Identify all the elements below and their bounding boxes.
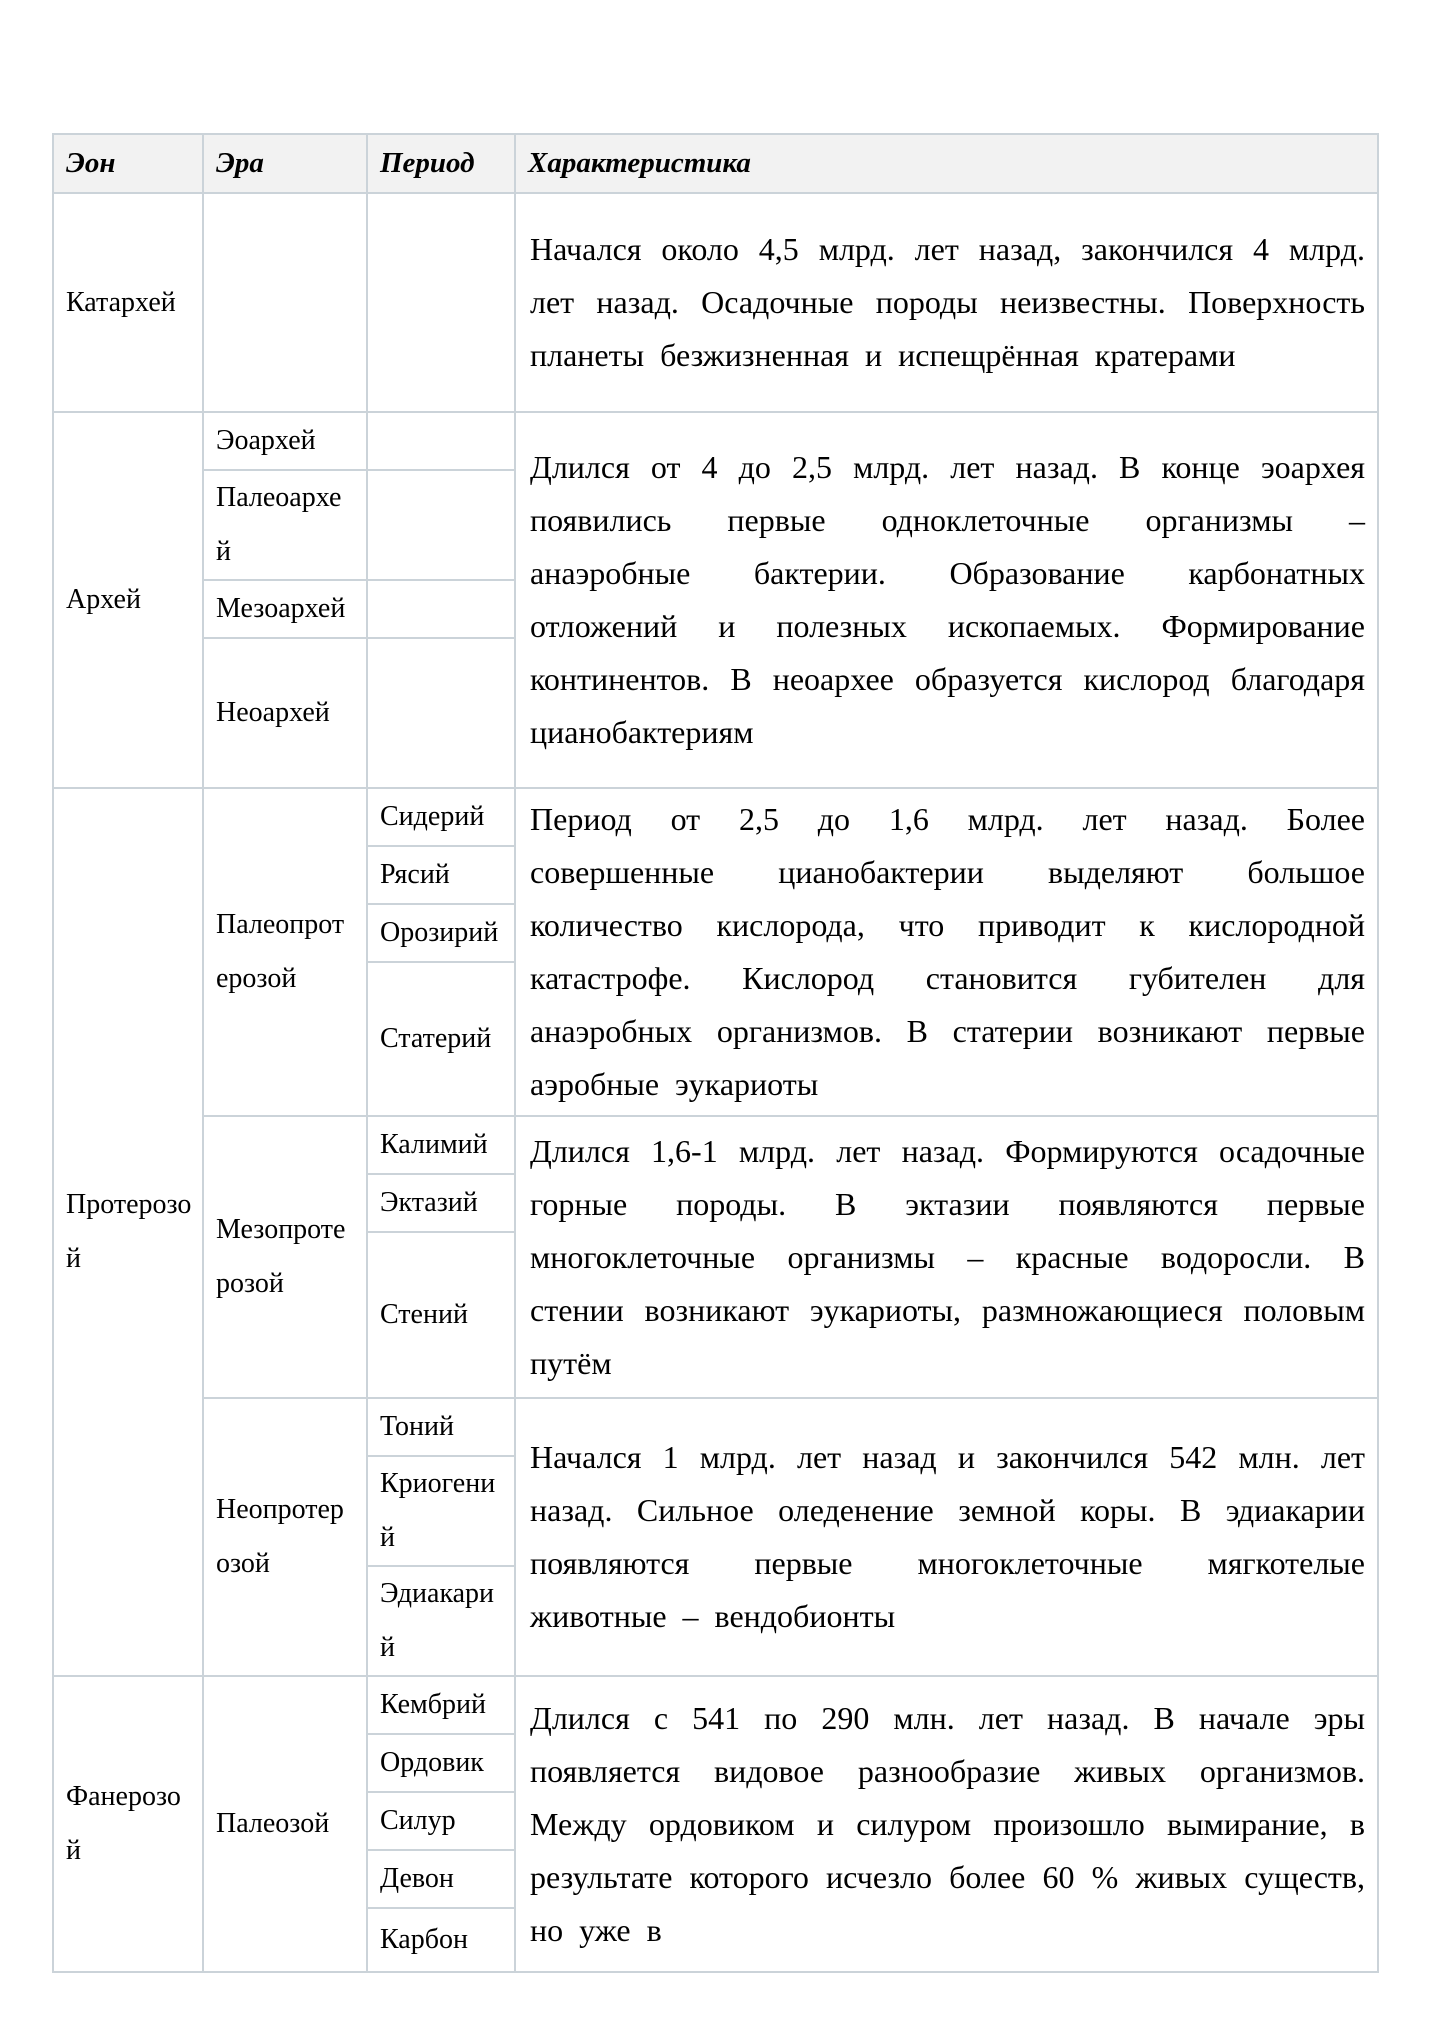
characteristic-cell: Период от 2,5 до 1,6 млрд. лет назад. Более совершенные цианобактерии выделяют большое количество кислорода, что приводит к кислородной катастрофе. Кислород становится губителен для анаэробных организмов. В статерии возникают первые аэробные эукариоты (515, 788, 1378, 1116)
era-cell: Палеоархей (203, 470, 367, 580)
period-cell-empty (367, 412, 515, 470)
characteristic-cell: Начался 1 млрд. лет назад и закончился 542 млн. лет назад. Сильное оледенение земной коры. В эдиакарии появляются первые многоклеточные мягкотелые животные – вендобионты (515, 1398, 1378, 1676)
eon-cell: Фанерозой (53, 1676, 203, 1972)
period-cell: Ордовик (367, 1734, 515, 1792)
era-cell: Мезоархей (203, 580, 367, 638)
table-row (53, 1398, 1378, 1456)
table-row (53, 1676, 1378, 1734)
period-cell: Кембрий (367, 1676, 515, 1734)
period-cell: Девон (367, 1850, 515, 1908)
period-cell: Эдиакарий (367, 1566, 515, 1676)
table-row (53, 193, 1378, 412)
table-row (53, 788, 1378, 846)
era-cell: Неоархей (203, 638, 367, 788)
period-cell: Сидерий (367, 788, 515, 846)
period-cell: Криогений (367, 1456, 515, 1566)
table-row (53, 1116, 1378, 1174)
period-cell: Силур (367, 1792, 515, 1850)
period-cell-empty (367, 193, 515, 412)
characteristic-cell: Длился с 541 по 290 млн. лет назад. В начале эры появляется видовое разнообразие живых организмов. Между ордовиком и силуром произошло вымирание, в результате которого исчезло более 60 % живых существ, но уже в (515, 1676, 1378, 1972)
period-cell: Статерий (367, 962, 515, 1116)
period-cell: Карбон (367, 1908, 515, 1972)
table-row (53, 412, 1378, 470)
eon-cell: Архей (53, 412, 203, 788)
era-cell: Палеозой (203, 1676, 367, 1972)
period-cell-empty (367, 638, 515, 788)
characteristic-cell: Длился от 4 до 2,5 млрд. лет назад. В конце эоархея появились первые одноклеточные организмы – анаэробные бактерии. Образование карбонатных отложений и полезных ископаемых. Формирование континентов. В неоархее образуется кислород благодаря цианобактериям (515, 412, 1378, 788)
period-cell: Эктазий (367, 1174, 515, 1232)
era-cell: Палеопротерозой (203, 788, 367, 1116)
era-cell: Неопротерозой (203, 1398, 367, 1676)
era-cell-empty (203, 193, 367, 412)
column-header-eon: Эон (53, 134, 203, 193)
characteristic-cell: Начался около 4,5 млрд. лет назад, закончился 4 млрд. лет назад. Осадочные породы неизвестны. Поверхность планеты безжизненная и испещрённая кратерами (515, 193, 1378, 412)
era-cell: Мезопротерозой (203, 1116, 367, 1398)
period-cell: Орозирий (367, 904, 515, 962)
column-header-era: Эра (203, 134, 367, 193)
column-header-period: Период (367, 134, 515, 193)
column-header-characteristic: Характеристика (515, 134, 1378, 193)
period-cell: Калимий (367, 1116, 515, 1174)
period-cell: Стений (367, 1232, 515, 1398)
period-cell: Рясий (367, 846, 515, 904)
header-row (53, 134, 1378, 193)
period-cell-empty (367, 470, 515, 580)
table-header (53, 134, 1378, 193)
characteristic-cell: Длился 1,6-1 млрд. лет назад. Формируются осадочные горные породы. В эктазии появляются первые многоклеточные организмы – красные водоросли. В стении возникают эукариоты, размножающиеся половым путём (515, 1116, 1378, 1398)
era-cell: Эоархей (203, 412, 367, 470)
period-cell-empty (367, 580, 515, 638)
period-cell: Тоний (367, 1398, 515, 1456)
eon-cell: Катархей (53, 193, 203, 412)
eon-cell: Протерозой (53, 788, 203, 1676)
geologic-time-table (52, 133, 1379, 1973)
